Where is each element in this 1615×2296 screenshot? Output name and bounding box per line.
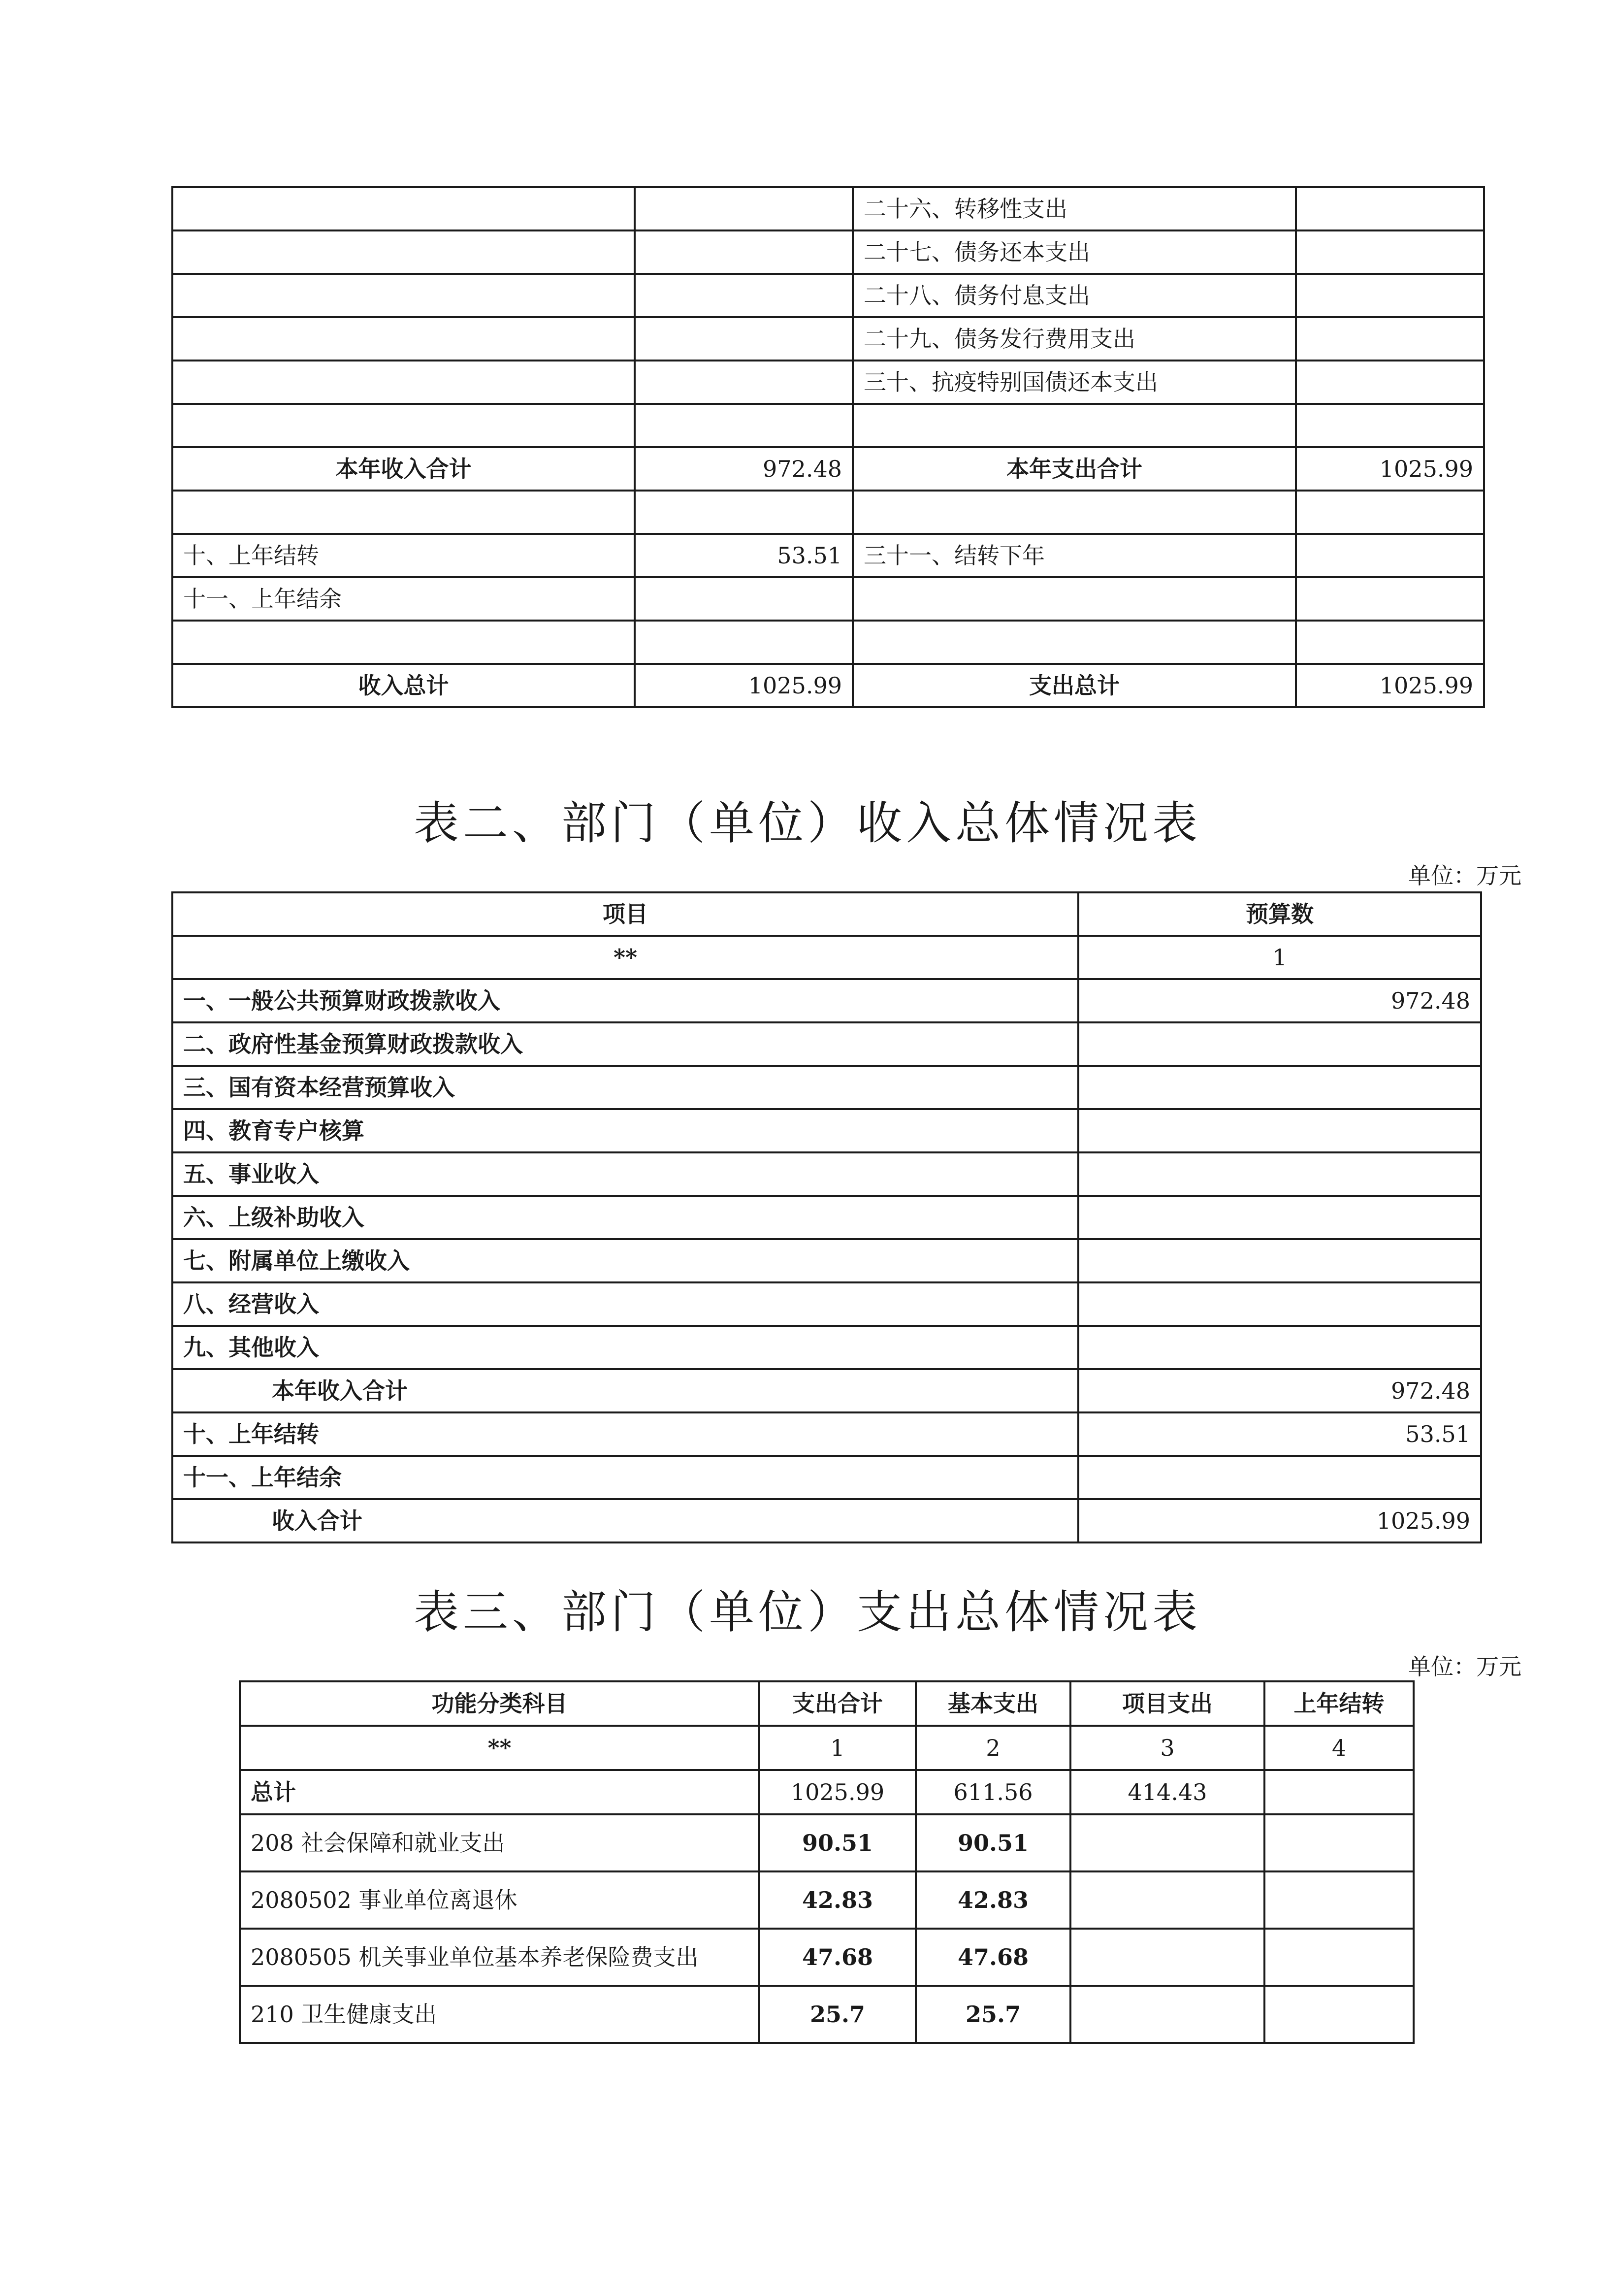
table-row	[172, 404, 1484, 447]
income-item: 十、上年结转	[172, 534, 635, 577]
income-item	[172, 491, 635, 534]
total-cell: 1025.99	[759, 1770, 916, 1814]
income-value	[635, 404, 853, 447]
index-cell: 1	[759, 1726, 916, 1770]
subject-cell: 2080505 机关事业单位基本养老保险费支出	[240, 1929, 759, 1986]
subject-cell: 2080502 事业单位离退休	[240, 1871, 759, 1929]
basic-cell: 90.51	[916, 1814, 1070, 1871]
table-row	[172, 1022, 1481, 1066]
value-cell	[1078, 1109, 1481, 1152]
income-item	[172, 187, 635, 230]
expense-item: 三十一、结转下年	[853, 534, 1296, 577]
table-row	[172, 274, 1484, 317]
table-row	[240, 1986, 1414, 2043]
index-cell: 1	[1078, 936, 1481, 979]
expense-item: 三十、抗疫特别国债还本支出	[853, 361, 1296, 404]
table-row	[172, 1282, 1481, 1326]
expense-value	[1296, 230, 1484, 274]
total-cell: 90.51	[759, 1814, 916, 1871]
table-row	[172, 230, 1484, 274]
income-value: 53.51	[635, 534, 853, 577]
value-cell	[1078, 1239, 1481, 1282]
column-header: 支出合计	[759, 1681, 916, 1726]
expense-item: 二十九、债务发行费用支出	[853, 317, 1296, 361]
total-cell: 47.68	[759, 1929, 916, 1986]
value-cell	[1078, 1152, 1481, 1196]
total-cell: 25.7	[759, 1986, 916, 2043]
column-header: 功能分类科目	[240, 1681, 759, 1726]
income-value	[635, 274, 853, 317]
table-row	[172, 361, 1484, 404]
total-cell: 42.83	[759, 1871, 916, 1929]
value-cell: 53.51	[1078, 1412, 1481, 1456]
table-row	[172, 1152, 1481, 1196]
item-cell: 七、附属单位上缴收入	[172, 1239, 1078, 1282]
table3-unit: 单位：万元	[1408, 1653, 1521, 1680]
column-header-budget: 预算数	[1078, 892, 1481, 936]
basic-cell: 611.56	[916, 1770, 1070, 1814]
column-header: 基本支出	[916, 1681, 1070, 1726]
item-cell: 八、经营收入	[172, 1282, 1078, 1326]
income-item	[172, 317, 635, 361]
expense-value	[1296, 317, 1484, 361]
subject-cell: 210 卫生健康支出	[240, 1986, 759, 2043]
income-value	[635, 577, 853, 621]
table-row	[172, 1239, 1481, 1282]
income-value	[635, 621, 853, 664]
table-row	[172, 1109, 1481, 1152]
income-item	[172, 621, 635, 664]
expense-item	[853, 404, 1296, 447]
income-item	[172, 404, 635, 447]
table-row	[240, 1871, 1414, 1929]
value-cell: 972.48	[1078, 979, 1481, 1022]
table-row	[172, 491, 1484, 534]
table-row	[240, 1770, 1414, 1814]
subject-cell: 208 社会保障和就业支出	[240, 1814, 759, 1871]
table-header-row	[240, 1681, 1414, 1726]
table-row	[172, 1412, 1481, 1456]
item-cell: 十一、上年结余	[172, 1456, 1078, 1499]
index-cell: **	[240, 1726, 759, 1770]
subject-cell: 总计	[240, 1770, 759, 1814]
expense-value	[1296, 404, 1484, 447]
table2-unit: 单位：万元	[1408, 862, 1521, 889]
income-item: 十一、上年结余	[172, 577, 635, 621]
item-cell: 二、政府性基金预算财政拨款收入	[172, 1022, 1078, 1066]
item-cell: 十、上年结转	[172, 1412, 1078, 1456]
expense-value	[1296, 187, 1484, 230]
item-cell: 三、国有资本经营预算收入	[172, 1066, 1078, 1109]
table-row	[172, 577, 1484, 621]
carryover-cell	[1264, 1871, 1414, 1929]
income-value	[635, 230, 853, 274]
expense-value	[1296, 274, 1484, 317]
income-item	[172, 274, 635, 317]
table-header-row	[172, 892, 1481, 936]
table-row	[172, 979, 1481, 1022]
income-item: 收入总计	[172, 664, 635, 707]
basic-cell: 25.7	[916, 1986, 1070, 2043]
item-cell: 一、一般公共预算财政拨款收入	[172, 979, 1078, 1022]
expense-item: 支出总计	[853, 664, 1296, 707]
expense-value	[1296, 361, 1484, 404]
income-item	[172, 230, 635, 274]
value-cell	[1078, 1196, 1481, 1239]
item-cell: 四、教育专户核算	[172, 1109, 1078, 1152]
table-row	[172, 1326, 1481, 1369]
expense-item	[853, 577, 1296, 621]
index-cell: 2	[916, 1726, 1070, 1770]
item-cell: 九、其他收入	[172, 1326, 1078, 1369]
table3-title: 表三、部门（单位）支出总体情况表	[413, 1586, 1201, 1639]
value-cell	[1078, 1022, 1481, 1066]
table-index-row	[172, 936, 1481, 979]
basic-cell: 47.68	[916, 1929, 1070, 1986]
index-cell: 4	[1264, 1726, 1414, 1770]
table-row	[240, 1929, 1414, 1986]
table-row	[172, 317, 1484, 361]
expense-value	[1296, 577, 1484, 621]
item-cell: 本年收入合计	[172, 1369, 1078, 1412]
project-cell	[1070, 1814, 1264, 1871]
item-cell: 五、事业收入	[172, 1152, 1078, 1196]
basic-cell: 42.83	[916, 1871, 1070, 1929]
income-item: 本年收入合计	[172, 447, 635, 491]
income-value	[635, 187, 853, 230]
income-value	[635, 491, 853, 534]
income-item	[172, 361, 635, 404]
project-cell	[1070, 1871, 1264, 1929]
value-cell: 972.48	[1078, 1369, 1481, 1412]
value-cell	[1078, 1282, 1481, 1326]
table-row	[172, 1456, 1481, 1499]
table-row	[172, 447, 1484, 491]
department-income-table	[171, 891, 1482, 1543]
expense-item: 二十七、债务还本支出	[853, 230, 1296, 274]
expense-value: 1025.99	[1296, 664, 1484, 707]
income-value: 1025.99	[635, 664, 853, 707]
table-row	[172, 621, 1484, 664]
income-value: 972.48	[635, 447, 853, 491]
expense-item: 本年支出合计	[853, 447, 1296, 491]
table-row	[172, 534, 1484, 577]
column-header: 上年结转	[1264, 1681, 1414, 1726]
carryover-cell	[1264, 1770, 1414, 1814]
income-expense-summary-table	[171, 186, 1485, 708]
project-cell	[1070, 1986, 1264, 2043]
income-value	[635, 317, 853, 361]
column-header-item: 项目	[172, 892, 1078, 936]
department-expense-table	[239, 1680, 1415, 2044]
table-row	[172, 1499, 1481, 1542]
item-cell: 六、上级补助收入	[172, 1196, 1078, 1239]
income-value	[635, 361, 853, 404]
table-row	[172, 1369, 1481, 1412]
table2-title: 表二、部门（单位）收入总体情况表	[413, 797, 1201, 850]
value-cell	[1078, 1066, 1481, 1109]
expense-item	[853, 491, 1296, 534]
table-row	[172, 1066, 1481, 1109]
table-index-row	[240, 1726, 1414, 1770]
table-row	[240, 1814, 1414, 1871]
expense-item: 二十八、债务付息支出	[853, 274, 1296, 317]
index-cell: 3	[1070, 1726, 1264, 1770]
project-cell	[1070, 1929, 1264, 1986]
table-row	[172, 1196, 1481, 1239]
project-cell: 414.43	[1070, 1770, 1264, 1814]
carryover-cell	[1264, 1929, 1414, 1986]
expense-item	[853, 621, 1296, 664]
expense-item: 二十六、转移性支出	[853, 187, 1296, 230]
value-cell	[1078, 1326, 1481, 1369]
expense-value	[1296, 491, 1484, 534]
column-header: 项目支出	[1070, 1681, 1264, 1726]
table-row	[172, 187, 1484, 230]
index-cell: **	[172, 936, 1078, 979]
carryover-cell	[1264, 1814, 1414, 1871]
value-cell: 1025.99	[1078, 1499, 1481, 1542]
item-cell: 收入合计	[172, 1499, 1078, 1542]
expense-value: 1025.99	[1296, 447, 1484, 491]
carryover-cell	[1264, 1986, 1414, 2043]
expense-value	[1296, 534, 1484, 577]
expense-value	[1296, 621, 1484, 664]
value-cell	[1078, 1456, 1481, 1499]
table-row	[172, 664, 1484, 707]
